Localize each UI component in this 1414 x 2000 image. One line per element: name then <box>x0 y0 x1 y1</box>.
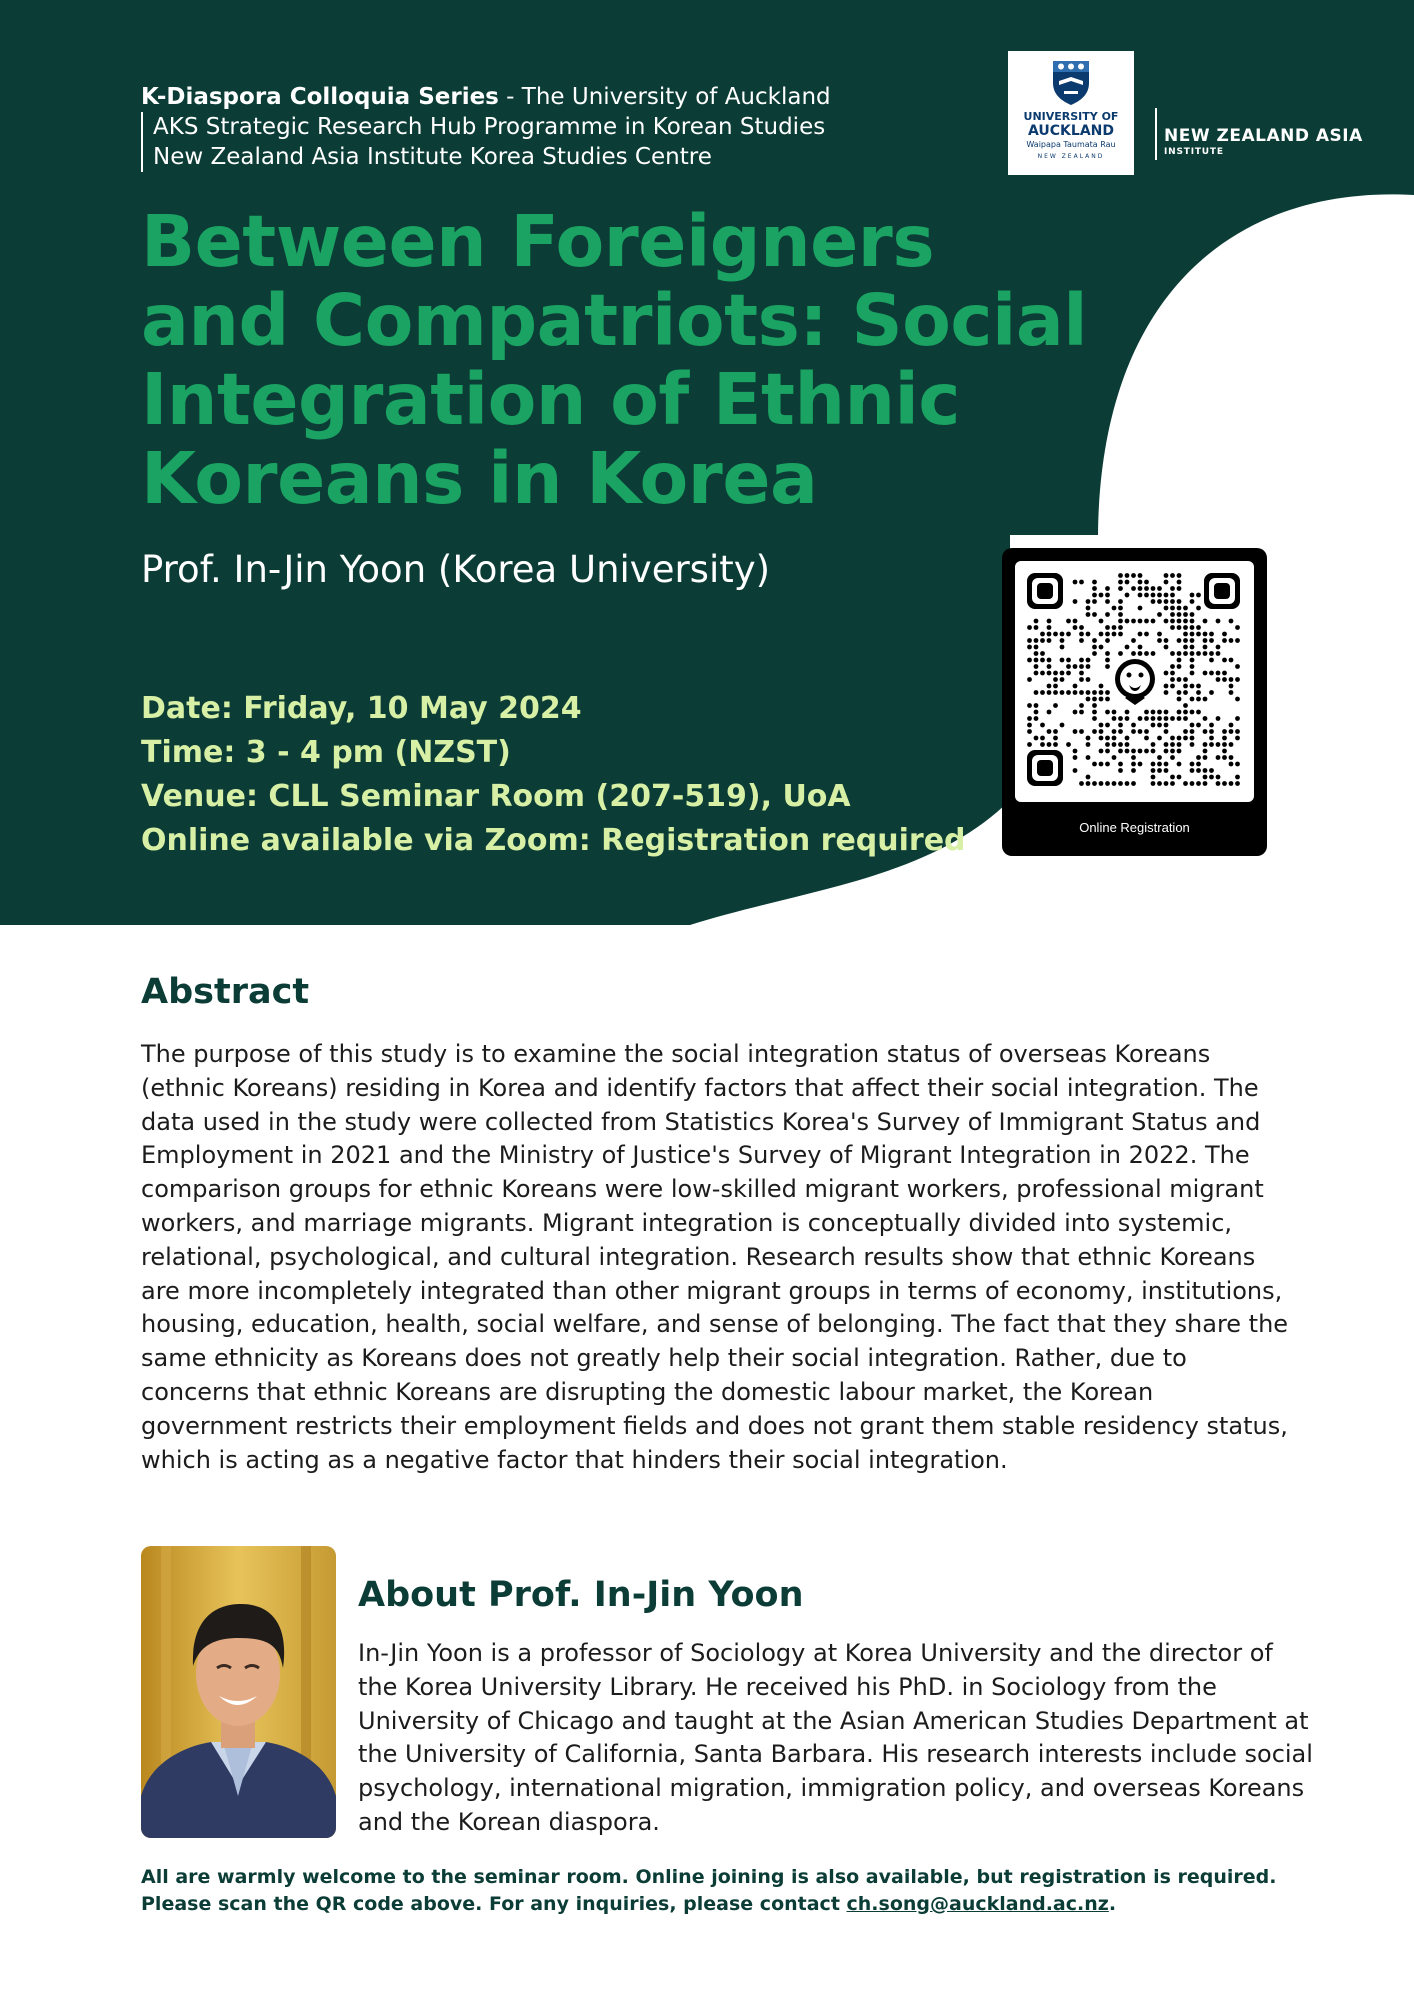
footer-line2-suffix: . <box>1108 1893 1117 1915</box>
footer-line1: All are warmly welcome to the seminar room. Online joining is also available, but registration is required. <box>141 1866 1277 1888</box>
contact-email-link[interactable]: ch.song@auckland.ac.nz <box>846 1893 1109 1915</box>
speaker-photo <box>141 1546 336 1838</box>
uoa-line1: UNIVERSITY OF <box>1023 110 1119 123</box>
qr-finder-top-left <box>1027 573 1063 609</box>
logo-divider <box>1155 108 1157 160</box>
event-title: Between Foreigners and Compatriots: Social Integration of Ethnic Koreans in Korea <box>141 200 1088 520</box>
nzai-logo-title: NEW ZEALAND ASIA <box>1164 126 1363 146</box>
crest-icon <box>1008 51 1134 111</box>
qr-finder-bottom-left <box>1027 750 1063 786</box>
university-of-auckland-logo <box>1008 51 1134 175</box>
footer-line2 <box>141 1891 1341 1918</box>
speaker-portrait-icon <box>141 1546 336 1838</box>
event-details <box>141 687 966 863</box>
programme-line: AKS Strategic Research Hub Programme in Korean Studies <box>141 112 831 142</box>
event-time: Time: 3 - 4 pm (NZST) <box>141 735 511 770</box>
about-heading: About Prof. In-Jin Yoon <box>358 1575 804 1615</box>
about-text: In-Jin Yoon is a professor of Sociology at Korea University and the director of the Korea University Library. He received his PhD. in Sociology from the University of Chicago and taught at the Asian American Studies Department at the University of California, Santa Barbara. His research interests include social psychology, international migration, immigration policy, and overseas Koreans and the Korean diaspora. <box>358 1639 1313 1836</box>
qr-finder-top-right <box>1204 573 1240 609</box>
footer-line2-prefix: Please scan the QR code above. For any inquiries, please contact <box>141 1893 847 1915</box>
qr-code-card[interactable] <box>1002 548 1267 856</box>
abstract-text: The purpose of this study is to examine the social integration status of overseas Koreans (ethnic Koreans) residing in Korea and identify factors that affect their social integration. The data used in the study were collected from Statistics Korea's Survey of Immigrant Status and Employment in 2021 and the Ministry of Justice's Survey of Migrant Integration in 2022. The comparison groups for ethnic Koreans were low-skilled migrant workers, professional migrant workers, and marriage migrants. Migrant integration is conceptually divided into systemic, relational, psychological, and cultural integration. Research results show that ethnic Koreans are more incompletely integrated than other migrant groups in terms of economy, institutions, housing, education, health, social welfare, and sense of belonging. The fact that they share the same ethnicity as Koreans does not greatly help their social integration. Rather, due to concerns that ethnic Koreans are disrupting the domestic labour market, the Korean government restricts their employment fields and does not grant them stable residency status, which is acting as a negative factor that hinders their social integration. <box>141 1040 1289 1474</box>
series-host: - The University of Auckland <box>498 84 831 110</box>
uoa-line2: AUCKLAND <box>1028 123 1114 139</box>
event-venue: Venue: CLL Seminar Room (207-519), UoA <box>141 779 851 814</box>
abstract-heading: Abstract <box>141 972 310 1012</box>
qr-center-lion-icon <box>1111 657 1159 705</box>
speaker-line: Prof. In-Jin Yoon (Korea University) <box>141 548 771 591</box>
event-date: Date: Friday, 10 May 2024 <box>141 691 582 726</box>
qr-code-icon[interactable] <box>1015 561 1254 802</box>
centre-line: New Zealand Asia Institute Korea Studies Centre <box>141 142 831 172</box>
series-name: K-Diaspora Colloquia Series <box>141 84 499 110</box>
footer-note <box>141 1864 1341 1918</box>
uoa-maori-name: Waipapa Taumata Rau <box>1026 140 1116 149</box>
nzai-logo-subtitle: INSTITUTE <box>1164 147 1224 157</box>
qr-code-panel <box>1015 561 1254 802</box>
uoa-country: NEW ZEALAND <box>1037 153 1105 160</box>
series-header <box>141 82 831 172</box>
qr-caption: Online Registration <box>1079 820 1190 835</box>
event-online: Online available via Zoom: Registration required <box>141 823 966 858</box>
